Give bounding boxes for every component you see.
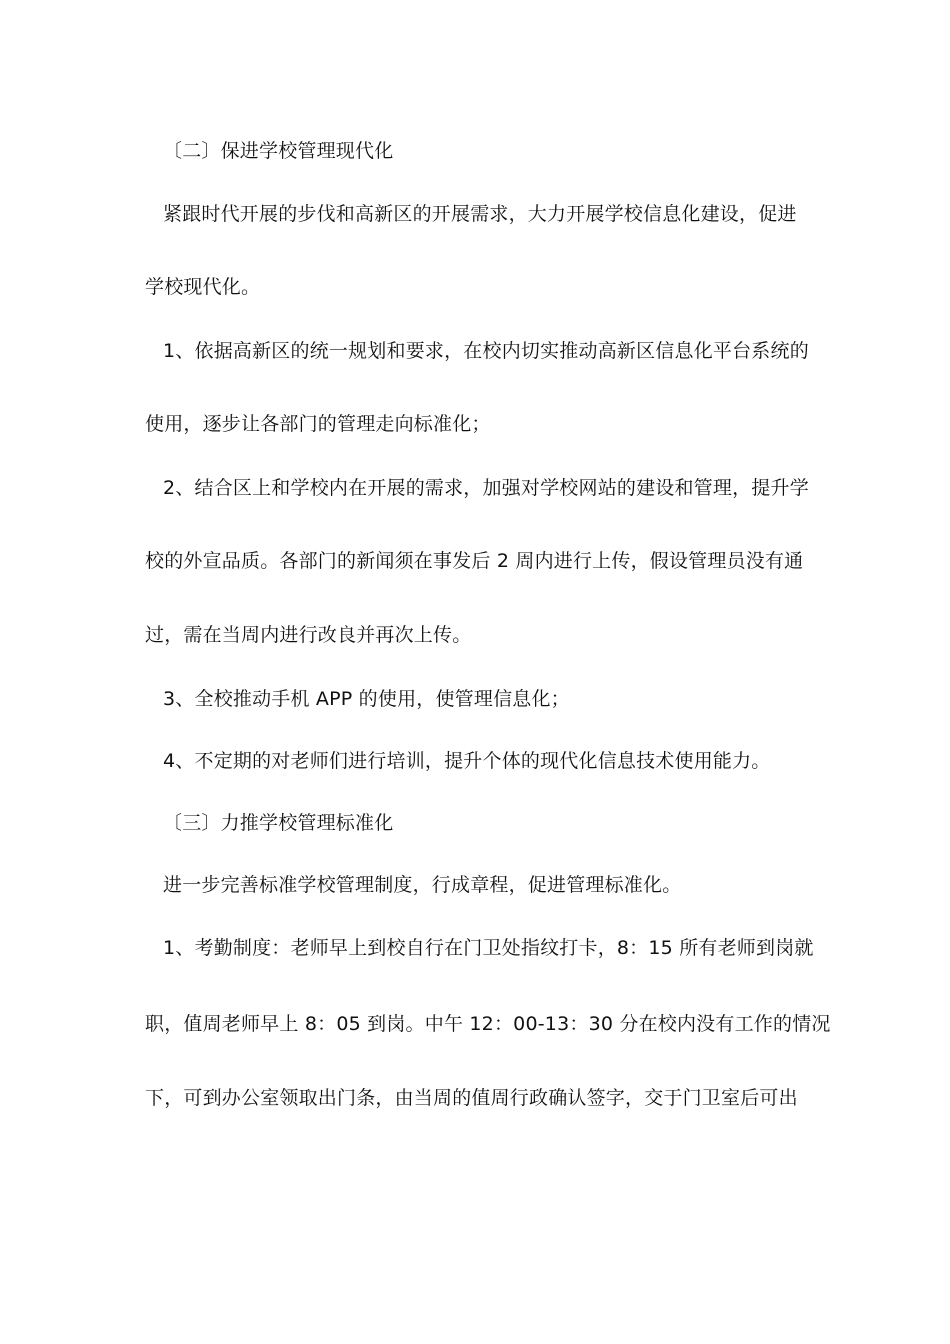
section-heading-3: 〔三〕力推学校管理标准化	[163, 812, 394, 834]
list-item-line: 使用，逐步让各部门的管理走向标准化；	[145, 413, 491, 435]
list-item-line: 过，需在当周内进行改良并再次上传。	[145, 624, 472, 646]
list-item-line: 3、全校推动手机 APP 的使用，使管理信息化；	[163, 688, 570, 710]
list-item-line: 1、依据高新区的统一规划和要求，在校内切实推动高新区信息化平台系统的	[163, 340, 809, 362]
list-item-line: 职，值周老师早上 8：05 到岗。中午 12：00-13：30 分在校内没有工作的情况	[145, 1013, 831, 1035]
paragraph-line: 学校现代化。	[145, 276, 261, 298]
section-heading-2: 〔二〕保进学校管理现代化	[163, 140, 394, 162]
list-item-line: 4、不定期的对老师们进行培训，提升个体的现代化信息技术使用能力。	[163, 750, 771, 772]
list-item-line: 2、结合区上和学校内在开展的需求，加强对学校网站的建设和管理，提升学	[163, 477, 809, 499]
list-item-line: 校的外宣品质。各部门的新闻须在事发后 2 周内进行上传，假设管理员没有通	[145, 550, 804, 572]
paragraph-line: 紧跟时代开展的步伐和高新区的开展需求，大力开展学校信息化建设，促进	[163, 203, 797, 225]
list-item-line: 1、考勤制度：老师早上到校自行在门卫处指纹打卡，8：15 所有老师到岗就	[163, 937, 814, 959]
list-item-line: 下，可到办公室领取出门条，由当周的值周行政确认签字，交于门卫室后可出	[145, 1087, 798, 1109]
paragraph-line: 进一步完善标准学校管理制度，行成章程，促进管理标准化。	[163, 874, 682, 896]
